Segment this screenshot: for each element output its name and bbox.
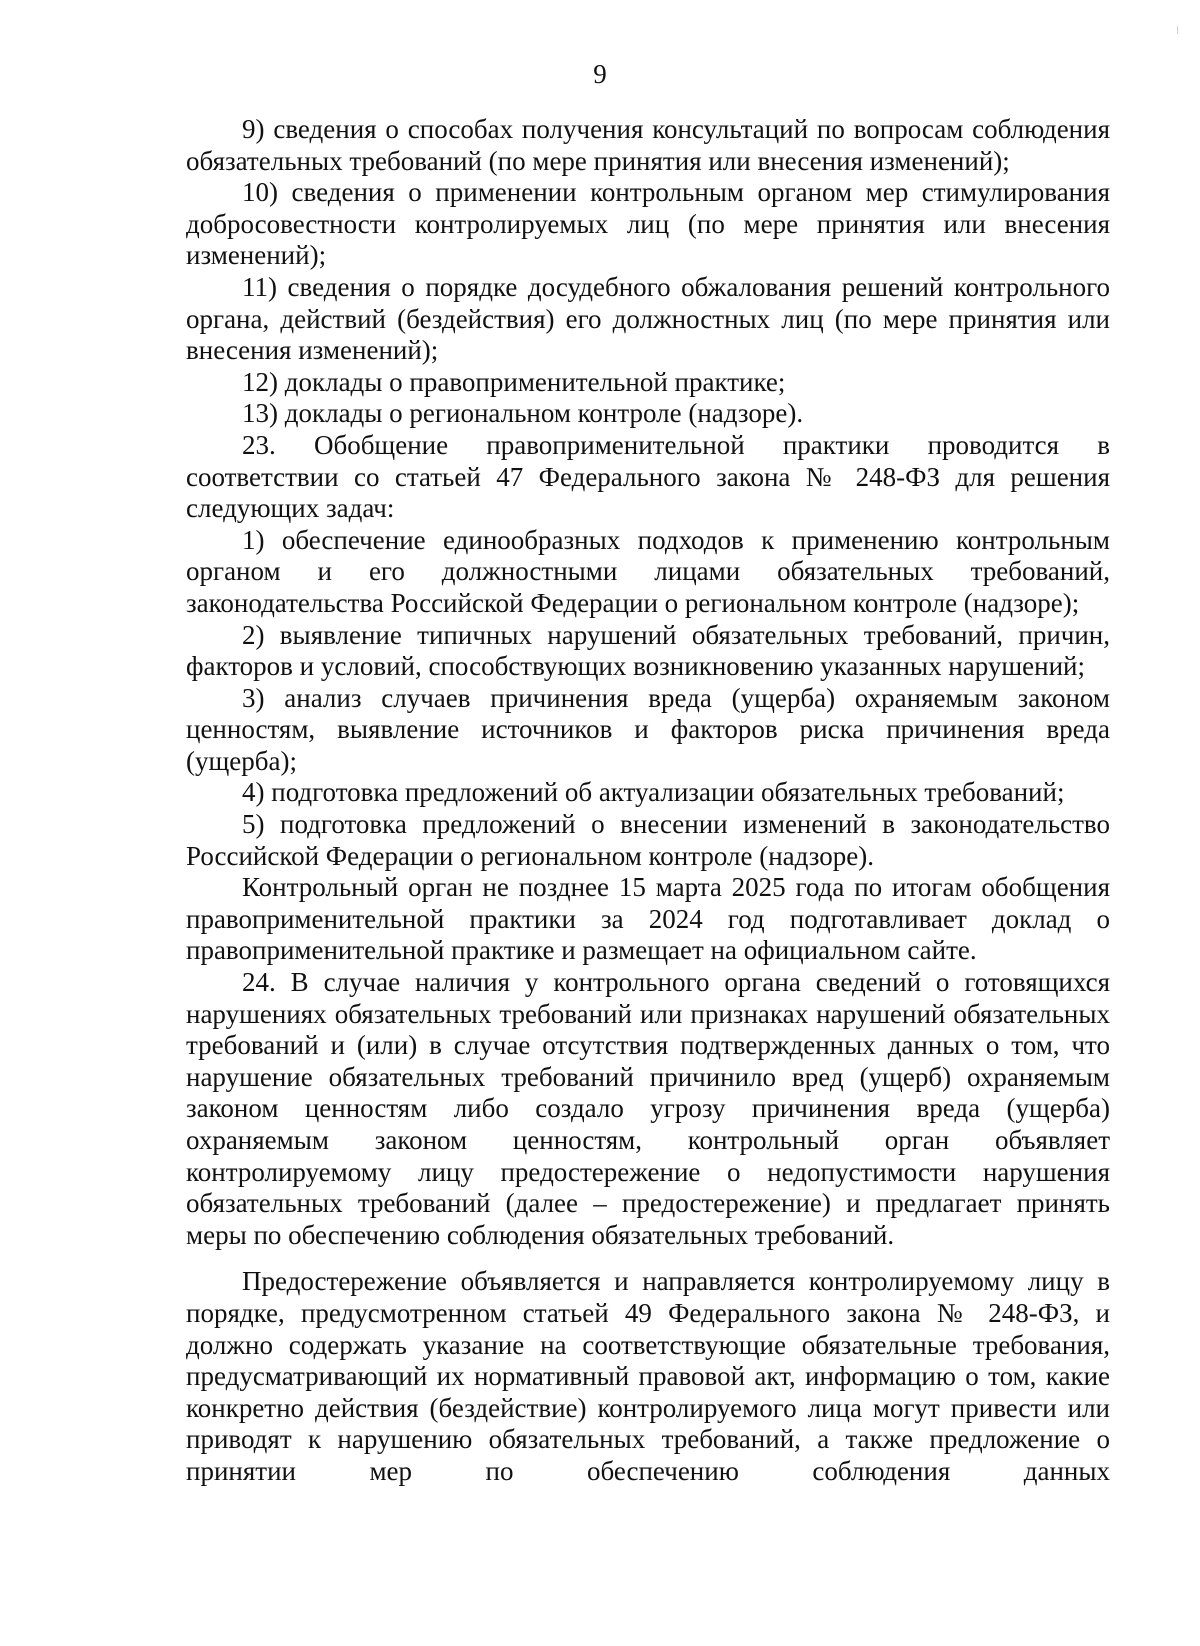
list-item-10: 10) сведения о применении контрольным органом мер стимулирования добросовестности контролируемых лиц (по мере принятия или внесения изменений); bbox=[186, 177, 1110, 271]
report-deadline-paragraph: Контрольный орган не позднее 15 марта 2025 года по итогам обобщения правоприменительной практики за 2024 год подготавливает доклад о правоприменительной практике и размещает на официальном сайте. bbox=[186, 872, 1110, 966]
task-item-1: 1) обеспечение единообразных подходов к применению контрольным органом и его должностными лицами обязательных требований, законодательства Российской Федерации о региональном контроле (надзоре); bbox=[186, 524, 1110, 618]
task-item-4: 4) подготовка предложений об актуализации обязательных требований; bbox=[242, 777, 1065, 808]
list-item-12: 12) доклады о правоприменительной практике; bbox=[242, 366, 786, 397]
list-item-11: 11) сведения о порядке досудебного обжалования решений контрольного органа, действий (бездействия) его должностных лиц (по мере принятия или внесения изменений); bbox=[186, 271, 1110, 366]
document-body bbox=[186, 114, 1110, 1488]
task-item-5: 5) подготовка предложений о внесении изменений в законодательство Российской Федерации о региональном контроле (надзоре). bbox=[186, 809, 1110, 871]
section-24-paragraph: 24. В случае наличия у контрольного органа сведений о готовящихся нарушениях обязательных требований или признаках нарушений обязательных требований и (или) в случае отсутствия подтвержденных данных о том, что нарушение обязательных требований причинило вред (ущерб) охраняемым законом ценностям либо создало угрозу причинения вреда (ущерба) охраняемым законом ценностям, контрольный орган объявляет контролируемому лицу предостережение о недопустимости нарушения обязательных требований (далее – предостережение) и предлагает принять меры по обеспечению соблюдения обязательных требований. bbox=[186, 967, 1110, 1250]
scan-edge-mark bbox=[1177, 26, 1178, 34]
task-item-3: 3) анализ случаев причинения вреда (ущерба) охраняемым законом ценностям, выявление источников и факторов риска причинения вреда (ущерба); bbox=[186, 682, 1110, 776]
page-number: 9 bbox=[593, 59, 607, 89]
list-item-13: 13) доклады о региональном контроле (надзоре). bbox=[242, 398, 804, 429]
section-23-intro: 23. Обобщение правоприменительной практики проводится в соответствии со статьей 47 Федерального закона № 248-ФЗ для решения следующих задач: bbox=[186, 429, 1110, 524]
warning-content-paragraph: Предостережение объявляется и направляется контролируемому лицу в порядке, предусмотренном статьей 49 Федерального закона № 248-ФЗ, и должно содержать указание на соответствующие обязательные требования, предусматривающий их нормативный правовой акт, информацию о том, какие конкретно действия (бездействие) контролируемого лица могут привести или приводят к нарушению обязательных требований, а также предложение о принятии мер по обеспечению соблюдения данных bbox=[186, 1266, 1110, 1486]
list-item-9: 9) сведения о способах получения консультаций по вопросам соблюдения обязательных требований (по мере принятия или внесения изменений); bbox=[186, 114, 1110, 176]
task-item-2: 2) выявление типичных нарушений обязательных требований, причин, факторов и условий, способствующих возникновению указанных нарушений; bbox=[186, 619, 1110, 682]
